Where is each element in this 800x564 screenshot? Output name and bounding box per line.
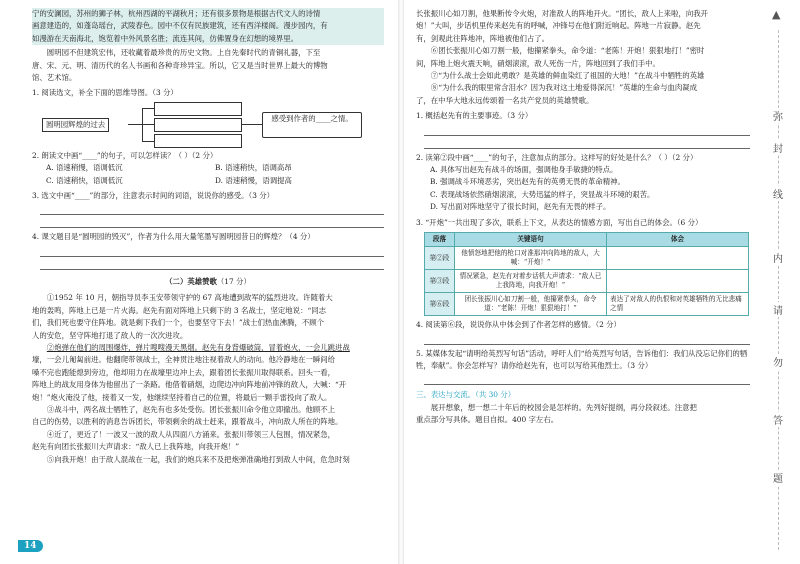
option-b[interactable]: B. 强调战斗环境恶劣，突出赵先有的英勇无畏的革命精神。 — [430, 177, 625, 187]
seal-char: 勿 — [768, 354, 788, 369]
text-line: 了，在中华大地永远传颂着一名共产党员的英雄赞歌。 — [416, 95, 594, 105]
question-2-options — [32, 162, 384, 187]
mind-map-connector — [142, 108, 154, 109]
text-line: ⑦“为什么战士会如此勇敢？是英雄的鲜血染红了祖国的大地！”在战斗中牺牲的英雄 — [430, 71, 705, 81]
mind-map-blank-3[interactable] — [154, 134, 242, 148]
text-line: 展开想象，想一想二十年后的校园会是怎样的。先列好提纲，再分段叙述。注意把 — [430, 402, 697, 412]
table-row — [425, 293, 749, 316]
seal-char: 线 — [768, 186, 788, 201]
question-2: 2. 朗读文中画“____”的句子，可以怎样读？（ ）（2 分） — [32, 150, 218, 160]
answer-line[interactable] — [40, 217, 384, 228]
col-header-note: 体会 — [607, 233, 749, 247]
text-line: 画意建造的，如蓬岛瑶台，武陵春色。园中不仅有民族建筑，还有西洋楼阁。漫步园内，有 — [32, 21, 328, 31]
text-line: 馆、艺术馆。 — [32, 73, 77, 83]
mind-map-blank-2[interactable] — [154, 118, 242, 132]
rocket-icon: ▲ — [772, 8, 781, 21]
option-c[interactable]: C. 表现战场依然硝烟滚滚，大势迅猛的样子，突显战斗环境的艰苦。 — [430, 189, 655, 199]
text-line: 唐、宋、元、明、清历代的名人书画和各种奇珍异宝。所以，它又是当时世界上最大的博物 — [32, 60, 328, 70]
mind-map-connector — [128, 124, 142, 125]
left-page — [32, 8, 384, 466]
text-line: 炮！”炮火淹没了他，接着又一发，他继续坚持着自己的位置，将最后一颗手雷投向了敌人。 — [32, 392, 332, 402]
text-line: 阵地上的战友用身体为他留出了一条路。他借着硝烟，边爬边冲向阵地前冲锋的敌人，大喊：“开 — [32, 380, 347, 390]
text-line: 如漫游在天南海北，饱览着中外风景名胜；流连其间，仿佛置身在幻想的境界里。 — [32, 33, 299, 43]
mind-map — [32, 102, 384, 146]
text-line: 宁的安澜园，苏州的狮子林，杭州西湖的平湖秋月；还有很多景物是根据古代文人的诗情 — [32, 9, 321, 18]
answer-line[interactable] — [40, 259, 384, 270]
text-line: ②炮弹在他们的周围爆炸，弹片嗖嗖漫天黑烟。赵先有身背爆破筒，冒着炮火，一会儿跳进战 — [46, 342, 350, 352]
text-line: 嗓不完也跑能熄到旁边，他却用力在战壕里边冲上去，跟着团长张振川取得联系。回头一看， — [32, 367, 336, 377]
page-number: 14 — [18, 540, 43, 552]
section-2-score: （17 分） — [216, 276, 251, 286]
answer-line[interactable] — [40, 246, 384, 257]
option-d[interactable]: D. 写出面对阵地坚守了很长时间，赵先有无畏的样子。 — [430, 202, 611, 212]
text-line: ⑧“为什么我的眼里常含泪水？因为我对这土地爱得深沉！”英雄的生命与血肉凝成 — [430, 83, 698, 93]
col-header-segment: 段落 — [425, 233, 455, 247]
mind-map-blank-1[interactable] — [154, 102, 242, 116]
cell-key: 情况紧急，赵先有对着步话机大声请求：“敌人已上我阵地，向我开炮！” — [455, 270, 607, 293]
text-line: ⑤向我开炮！由于敌人混战在一起，我们的炮兵来不及把炮弹准确地打到敌人中间，危急时刻 — [46, 454, 350, 464]
cell-note-blank[interactable] — [607, 270, 749, 293]
para-2 — [32, 47, 384, 84]
passage-continued — [416, 8, 750, 107]
option-b[interactable]: B. 语速稍快，语调高昂 — [215, 163, 292, 173]
section-3-title: 三、表达与交流。 — [416, 390, 476, 400]
section-3-score: （共 30 分） — [475, 390, 516, 400]
text-line: ③战斗中，两名战士牺牲了，赵先有也多处受伤。团长张振川命令他立即撤出。他顾不上 — [46, 404, 336, 414]
cell-key: 他愤怒地把他的枪口对准那冲向阵地的敌人，大喊：“开炮！” — [455, 247, 607, 270]
text-line: 壕，一会儿匍匐前进。他翻爬带领战士，全神贯注地注视着敌人的动向。他冷静地在一瞬间给 — [32, 355, 336, 365]
seal-line-sidebar — [760, 0, 800, 564]
text-line: 自己的伤势，以胜利的消息告诉团长，带领剩余的战士赶来，跟着战斗，冲向敌人所在的阵地。 — [32, 417, 343, 427]
text-line: ⑥团长张振川心如刀割一般，他攥紧拳头，命令道：“老陈！开炮！狠狠地打！”密时 — [430, 46, 705, 56]
question-1: 1. 阅读选文，补全下面的思维导图。（3 分） — [32, 88, 178, 98]
right-question-3: 3. “开炮”一共出现了多次，联系上下文，从表达的情感方面，写出自己的体会。（6 分） — [416, 217, 703, 227]
seal-char: 请 — [768, 302, 788, 317]
text-line: 圆明园不但建筑宏伟，还收藏着最珍贵的历史文物。上自先秦时代的青铜礼器，下至 — [46, 48, 321, 58]
option-a[interactable]: A. 语速稍慢，语调低沉 — [46, 163, 123, 173]
text-line: 长张振川心如刀割，他果断传令火炮，对准敌人的阵地开火。“团长，敌人上来啦，向我开 — [416, 9, 709, 18]
mind-map-feeling: 感受到作者的____之情。 — [262, 112, 362, 138]
mind-map-root: 圆明园辉煌的过去 — [42, 118, 109, 132]
text-line: 们，我们死也要守住阵地。就是剩下我们一个，也要坚守下去！”战士们热血沸腾，不顾个 — [32, 318, 325, 328]
story-passage — [32, 292, 384, 466]
right-question-2-options — [416, 164, 750, 214]
seal-char: 内 — [768, 250, 788, 265]
cell-segment: 第③段 — [425, 270, 455, 293]
text-line: 间，阵地上炮火震天响，硝烟滚滚，敌人死伤一片，阵地回到了我们手中。 — [416, 58, 660, 68]
text-line: 重点部分写具体。题目自拟。400 字左右。 — [416, 415, 559, 425]
text-line: ①1952 年 10 月，朝指导员李玉安带领守护的 67 高地遭到敌军的猛烈进攻。许随着大 — [46, 293, 333, 303]
answer-line[interactable] — [424, 138, 750, 149]
cell-note-blank[interactable] — [607, 247, 749, 270]
seal-char: 题 — [768, 470, 788, 485]
table-row — [425, 247, 749, 270]
intro-passage — [32, 8, 384, 45]
option-d[interactable]: D. 语速稍慢，语调提高 — [215, 175, 292, 185]
mind-map-connector — [142, 124, 154, 125]
cell-note: 表达了对敌人的仇恨和对英雄牺牲的无比悲痛之情 — [607, 293, 749, 316]
right-page — [416, 8, 750, 427]
text-line: 赵先有向团长张振川大声请求：“敌人已上我阵地，向我开炮！” — [32, 442, 240, 452]
text-line: 有，剑观此往阵地冲，阵地被他们占了。 — [416, 33, 550, 43]
question-3: 3. 选文中画“____”的部分，注意表示时间的词语，说说你的感受。（3 分） — [32, 191, 275, 201]
text-line: 炮！”大叫，步话机里传来赵先有的呼喊，冲锋号在他们附近响起。阵地一片寂静。赵先 — [416, 21, 701, 31]
table-header-row — [425, 233, 749, 247]
mind-map-connector — [142, 108, 143, 142]
seal-char: 弥 — [768, 108, 788, 123]
answer-line[interactable] — [424, 374, 750, 385]
answer-line[interactable] — [40, 204, 384, 215]
right-question-4: 4. 阅读第⑥段，说说你从中体会到了作者怎样的感情。（2 分） — [416, 320, 621, 330]
right-question-1: 1. 概括赵先有的主要事迹。（3 分） — [416, 111, 533, 121]
seal-char: 答 — [768, 412, 788, 427]
section-2-heading — [32, 276, 384, 288]
cell-key: 团长张振川心如刀割一般，他攥紧拳头，命令道：“老陈！开炮！狠狠地打！” — [455, 293, 607, 316]
question-4: 4. 课文题目是“圆明园的毁灭”，作者为什么用大量笔墨写圆明园昔日的辉煌？（4 分） — [32, 232, 315, 242]
cell-segment: 第⑥段 — [425, 293, 455, 316]
answer-line[interactable] — [424, 125, 750, 136]
seal-char: 封 — [768, 140, 788, 155]
table-row — [425, 270, 749, 293]
text-line: ④近了，更近了！一波又一波的敌人从四面八方涌来。张振川带领三人包围，情况紧急， — [46, 429, 336, 439]
mind-map-connector — [242, 124, 262, 125]
section-3-heading — [416, 389, 750, 401]
text-line: 地的轰鸣，阵地上已是一片火海。赵先有面对阵地上只剩下的 3 名战士，坚定地说：“同志 — [32, 305, 327, 315]
col-header-key: 关键语句 — [455, 233, 607, 247]
right-question-2: 2. 读第②段中画“____”的句子，注意加点的部分。这样写的好处是什么？（ ）（2 分） — [416, 152, 698, 162]
feeling-table — [424, 232, 749, 316]
answer-line[interactable] — [424, 334, 750, 345]
page-fold — [398, 0, 404, 564]
option-c[interactable]: C. 语速稍快，语调低沉 — [46, 175, 123, 185]
option-a[interactable]: A. 具体写出赵先有战斗的场面，强调他身手敏捷的特点。 — [430, 165, 618, 175]
mind-map-connector — [142, 141, 154, 142]
section-2-title: （二）英雄赞歌 — [165, 276, 217, 286]
section-3-prompt — [416, 402, 750, 427]
cell-segment: 第②段 — [425, 247, 455, 270]
right-question-5: 5. 某媒体发起“请明给英烈写句话”活动，呼吁人们“给英烈写句话，告诉他们：我们从没忘记你们的牺牲，奉献”。你会怎样写？请你给赵先有，也可以写给其他烈士。（3 分） — [416, 348, 748, 370]
text-line: 人的安危，坚守阵地打退了敌人的一次次进攻。 — [32, 330, 188, 340]
